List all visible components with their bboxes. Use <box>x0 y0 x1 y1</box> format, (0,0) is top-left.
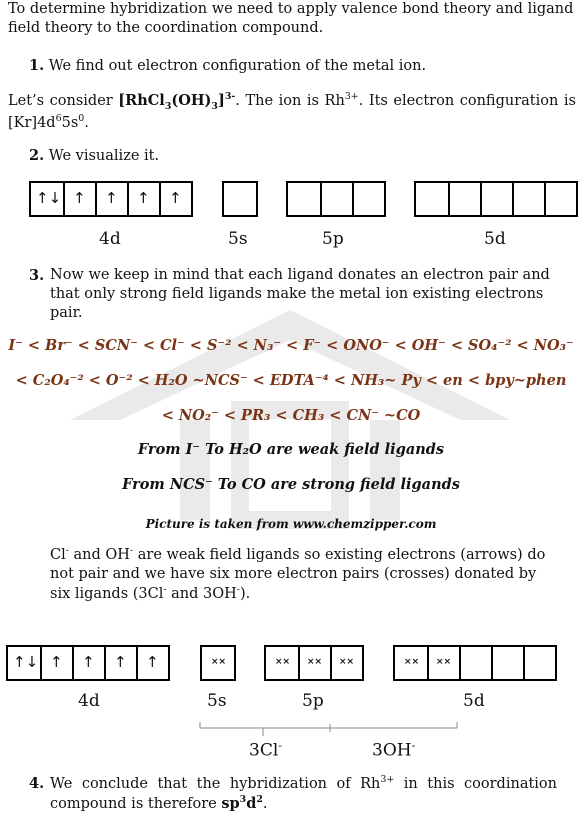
step-4-number: 4. <box>29 775 45 792</box>
ligand-bracket <box>195 718 465 740</box>
step-3 <box>29 266 559 323</box>
step-2-text: We visualize it. <box>48 148 160 164</box>
step-1-number: 1. <box>29 57 45 74</box>
arrow-up-down-icon: ↑↓ <box>36 189 62 207</box>
label-3oh: 3OH- <box>372 739 416 761</box>
label-5d: 5d <box>463 691 485 711</box>
arrow-up-icon: ↑ <box>73 189 86 207</box>
label-5p: 5p <box>302 691 324 711</box>
cross-pair-icon: ×× <box>339 657 355 667</box>
strong-field-note: From NCS⁻ To CO are strong field ligands <box>122 476 460 493</box>
label-5d: 5d <box>484 229 506 249</box>
image-credit: Picture is taken from www.chemzipper.com <box>145 517 437 531</box>
weak-field-note: From I⁻ To H₂O are weak field ligands <box>137 441 445 458</box>
arrow-up-icon: ↑ <box>137 189 150 207</box>
orbital-5d-1 <box>414 181 578 217</box>
cross-pair-icon: ×× <box>436 657 452 667</box>
cross-pair-icon: ×× <box>404 657 420 667</box>
step-2-number: 2. <box>29 147 45 164</box>
consider-paragraph: Let’s consider $[RhCl_3(OH)_3]^{3-}$. The ion is $Rh^{3+}$. Its electron configuration is $[Kr]4d^65s^0$. <box>8 91 576 132</box>
ligand-series-line-3: < NO₂⁻ < PR₃ < CH₃ < CN⁻ ~CO <box>161 407 421 424</box>
ligand-series-line-1: I⁻ < Br⁻ < SCN⁻ < Cl⁻ < S⁻² < N₃⁻ < F⁻ < ONO⁻ < OH⁻ < SO₄⁻² < NO₃⁻ <box>8 337 574 354</box>
cross-pair-icon: ×× <box>307 657 323 667</box>
step-1-text: We find out electron configuration of the metal ion. <box>48 58 427 74</box>
orbital-5s-1 <box>222 181 258 217</box>
explanation-paragraph: Cl- and OH- are weak field ligands so existing electrons (arrows) do not pair and we have six more electron pairs (crosses) donated by six ligands (3Cl- and 3OH-). <box>50 545 546 602</box>
cross-pair-icon: ×× <box>275 657 291 667</box>
step-3-number: 3. <box>29 267 45 284</box>
label-4d: 4d <box>78 691 100 711</box>
label-5s: 5s <box>228 229 248 249</box>
orbital-4d-1 <box>29 181 193 217</box>
step-4-text: We conclude that the hybridization of $Rh^{3+}$ in this coordination compound is therefore $sp^3d^2$. <box>50 774 557 812</box>
orbital-5d-2 <box>393 645 557 681</box>
label-3cl: 3Cl- <box>249 739 282 761</box>
arrow-up-icon: ↑ <box>105 189 118 207</box>
step-2 <box>29 146 159 166</box>
orbital-5p-1 <box>286 181 386 217</box>
step-1 <box>29 56 426 76</box>
arrow-up-icon: ↑ <box>114 653 127 671</box>
label-5p: 5p <box>322 229 344 249</box>
compound-formula: $[RhCl_3(OH)_3]^{3-}$ <box>118 91 236 112</box>
intro-paragraph: To determine hybridization we need to apply valence bond theory and ligand field theory to the coordination compound. <box>8 1 574 37</box>
orbital-5p-2 <box>264 645 364 681</box>
cross-pair-icon: ×× <box>211 657 227 667</box>
arrow-up-icon: ↑ <box>146 653 159 671</box>
orbital-5s-2 <box>200 645 236 681</box>
consider-pre: Let’s consider <box>8 93 119 109</box>
arrow-up-icon: ↑ <box>169 189 182 207</box>
ligand-series-line-2: < C₂O₄⁻² < O⁻² < H₂O ~NCS⁻ < EDTA⁻⁴ < NH₃~ Py < en < bpy~phen <box>15 372 567 389</box>
step-3-text: Now we keep in mind that each ligand donates an electron pair and that only strong field ligands make the metal ion existing electrons pair. <box>50 267 550 322</box>
step-4 <box>29 774 557 814</box>
arrow-up-icon: ↑ <box>82 653 95 671</box>
orbital-4d-2 <box>6 645 170 681</box>
label-4d: 4d <box>99 229 121 249</box>
arrow-up-down-icon: ↑↓ <box>13 653 39 671</box>
label-5s: 5s <box>207 691 227 711</box>
arrow-up-icon: ↑ <box>50 653 63 671</box>
